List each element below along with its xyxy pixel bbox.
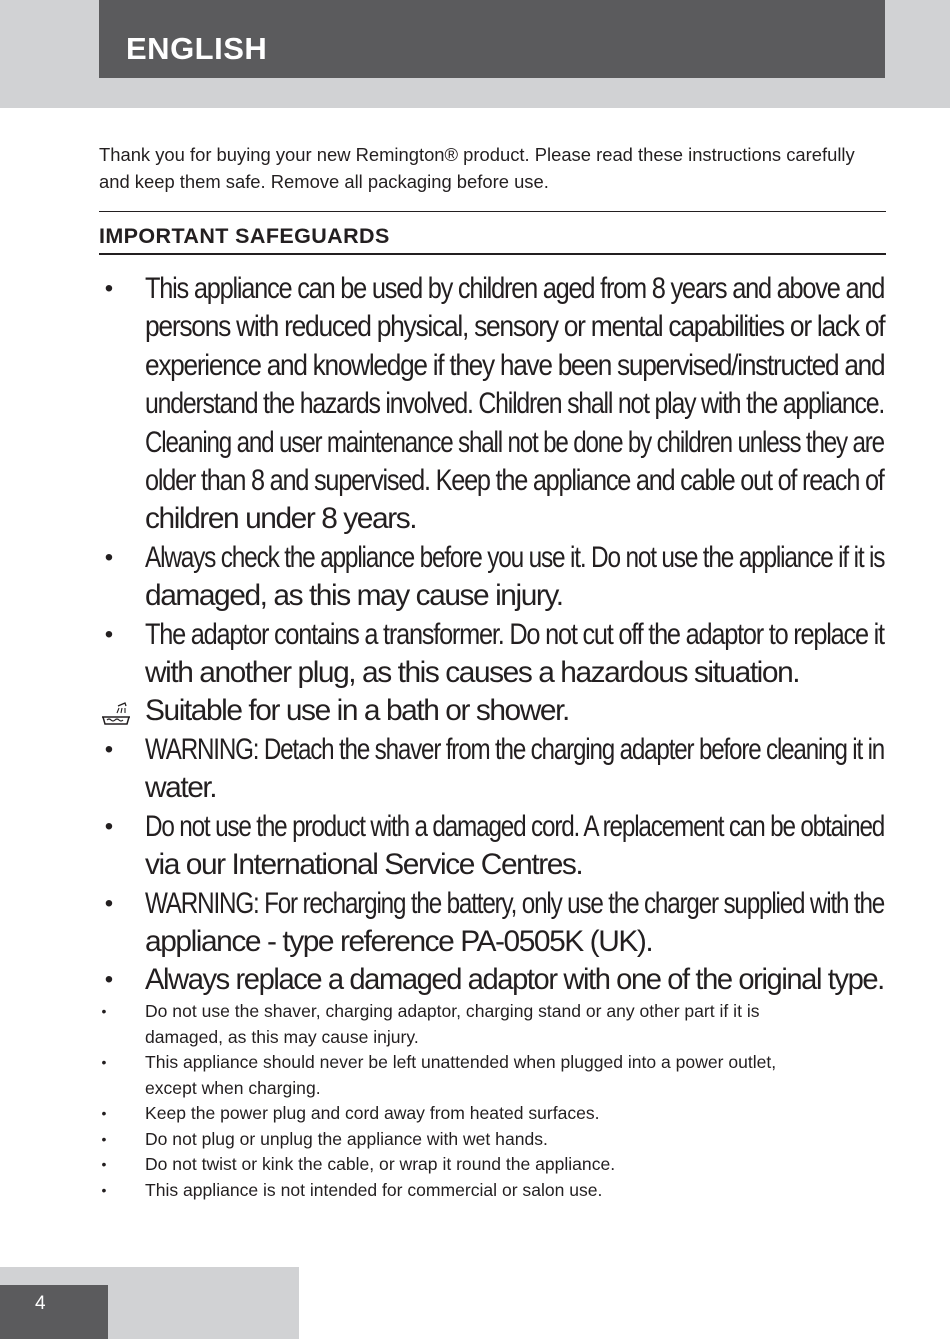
- list-item: [99, 1178, 886, 1204]
- bullet-marker: •: [104, 275, 114, 302]
- item-text-line: Do not use the shaver, charging adaptor, charging stand or any other part if it is: [145, 1001, 760, 1021]
- bullet-marker: •: [104, 966, 114, 994]
- list-item: [99, 731, 886, 808]
- bullet-marker: •: [101, 1105, 107, 1121]
- bullet-marker: •: [101, 1130, 107, 1147]
- bath-shower-icon: [101, 700, 131, 726]
- page-number-box: [0, 1285, 108, 1339]
- item-text-line: water.: [145, 771, 217, 805]
- item-text-line: persons with reduced physical, sensory or mental capabilities or lack of: [145, 310, 885, 344]
- intro-text: Thank you for buying your new Remington® product. Please read these instructions carefully and keep them safe. Remove all packaging before use.: [99, 144, 855, 192]
- item-text-line: older than 8 and supervised. Keep the appliance and cable out of reach of: [145, 464, 884, 498]
- bullet-marker: •: [104, 543, 114, 571]
- page-number: 4: [35, 1293, 46, 1314]
- item-text-line: Do not use the product with a damaged cord. A replacement can be obtained: [145, 809, 885, 843]
- item-text-line: children under 8 years.: [145, 502, 417, 536]
- list-item: [99, 961, 886, 999]
- item-text-line: This appliance should never be left unattended when plugged into a power outlet,: [145, 1052, 777, 1072]
- item-text-line: Do not plug or unplug the appliance with wet hands.: [145, 1128, 548, 1149]
- safeguards-list-large: [99, 270, 886, 1000]
- list-item: [99, 1101, 886, 1127]
- bullet-marker: •: [104, 620, 114, 648]
- bullet-marker: •: [101, 1054, 107, 1070]
- bullet-marker: •: [101, 1181, 107, 1198]
- item-text-line: understand the hazards involved. Children shall not play with the appliance.: [145, 387, 885, 421]
- header-band: [0, 0, 950, 108]
- list-item: [99, 1050, 886, 1101]
- item-text-line: This appliance can be used by children aged from 8 years and above and: [145, 272, 885, 305]
- item-text-line: Suitable for use in a bath or shower.: [145, 694, 569, 728]
- list-item: [99, 808, 886, 885]
- item-text-line: Cleaning and user maintenance shall not be done by children unless they are: [145, 425, 884, 459]
- item-text-line: with another plug, as this causes a hazardous situation.: [145, 656, 800, 690]
- bullet-marker: •: [104, 812, 114, 840]
- list-item: [99, 1127, 886, 1153]
- list-item: [99, 885, 886, 962]
- item-text-line: The adaptor contains a transformer. Do not cut off the adaptor to replace it: [145, 617, 884, 651]
- bullet-marker: •: [101, 1003, 107, 1019]
- item-text-line: except when charging.: [145, 1077, 321, 1098]
- item-text-line: WARNING: Detach the shaver from the charging adapter before cleaning it in: [145, 732, 885, 766]
- list-item: [99, 616, 886, 693]
- list-item: [99, 1152, 886, 1178]
- section-heading: IMPORTANT SAFEGUARDS: [99, 224, 390, 248]
- safeguards-list-small: [99, 999, 886, 1203]
- heading-rule-top: [99, 211, 886, 212]
- item-text-line: appliance - type reference PA-0505K (UK).: [145, 924, 653, 958]
- item-text-line: damaged, as this may cause injury.: [145, 1026, 419, 1047]
- item-text-line: damaged, as this may cause injury.: [145, 579, 563, 613]
- bullet-marker: •: [101, 1156, 107, 1172]
- item-text-line: experience and knowledge if they have been supervised/instructed and: [145, 348, 885, 382]
- item-text-line: Always replace a damaged adaptor with one of the original type.: [145, 963, 884, 997]
- item-text-line: Always check the appliance before you use it. Do not use the appliance if it is: [145, 540, 885, 574]
- list-item: [99, 539, 886, 616]
- language-title: ENGLISH: [126, 31, 268, 66]
- list-item: [99, 270, 886, 539]
- item-text-line: Keep the power plug and cord away from heated surfaces.: [145, 1103, 600, 1123]
- list-item: [99, 692, 886, 730]
- item-text-line: This appliance is not intended for commercial or salon use.: [145, 1179, 603, 1200]
- bullet-marker: •: [104, 735, 114, 763]
- list-item: [99, 999, 886, 1050]
- item-text-line: WARNING: For recharging the battery, only use the charger supplied with the: [145, 886, 885, 920]
- bullet-marker: •: [104, 889, 114, 917]
- heading-rule-bottom: [99, 253, 886, 255]
- item-text-line: via our International Service Centres.: [145, 848, 583, 882]
- language-bar: [99, 0, 885, 78]
- item-text-line: Do not twist or kink the cable, or wrap it round the appliance.: [145, 1154, 616, 1174]
